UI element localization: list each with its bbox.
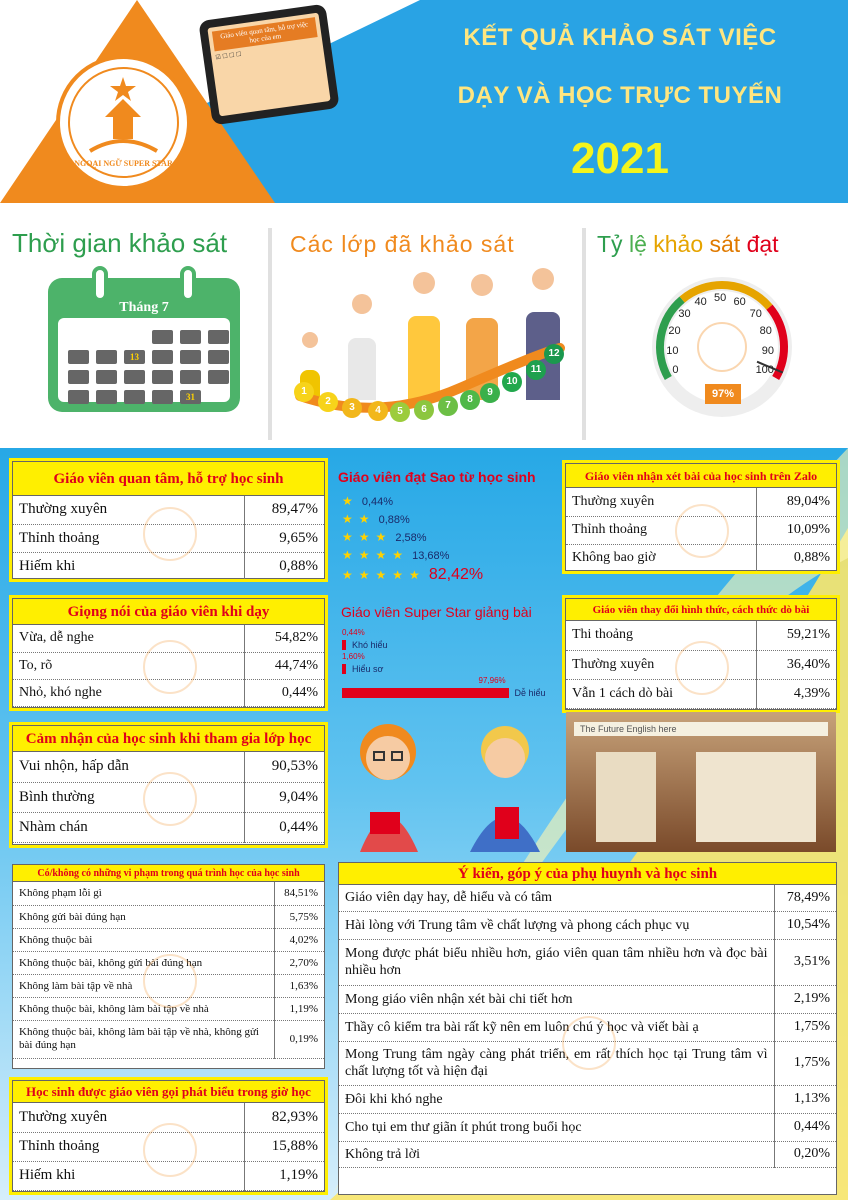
row-label: Thỉnh thoảng	[13, 1132, 244, 1161]
card-title: Cảm nhận của học sinh khi tham gia lớp học	[13, 726, 324, 752]
tablet-illustration	[198, 4, 339, 126]
calendar-day	[180, 370, 201, 384]
table-row	[339, 1085, 836, 1113]
row-value: 0,44%	[774, 1113, 836, 1141]
grade-step: 7	[438, 396, 458, 416]
grade-step: 3	[342, 398, 362, 418]
row-value: 1,63%	[274, 974, 324, 997]
column-divider	[582, 228, 586, 440]
completion-gauge	[648, 273, 796, 421]
row-value: 1,19%	[274, 997, 324, 1020]
row-value: 10,54%	[774, 911, 836, 939]
table-row	[13, 652, 324, 679]
building-sign: The Future English here	[574, 722, 828, 736]
card-teacher-support	[12, 461, 325, 579]
grade-step: 9	[480, 383, 500, 403]
row-label: Không làm bài tập về nhà	[13, 974, 274, 997]
table-row	[13, 882, 324, 905]
star-rating-row	[342, 494, 393, 508]
row-label: Không trả lời	[339, 1141, 774, 1167]
card-title: Giáo viên thay đổi hình thức, cách thức dò bài	[566, 599, 836, 621]
star-rating-value: 2,58%	[395, 532, 427, 544]
row-label: Mong Trung tâm ngày càng phát triển, em rất thích học tại Trung tâm vì chất lượng tốt và hiện đại	[339, 1041, 774, 1085]
gauge-tick-label: 100	[755, 364, 774, 376]
row-value: 89,04%	[756, 488, 836, 516]
building-wall	[596, 752, 656, 842]
calendar-day	[180, 330, 201, 344]
grade-step: 1	[294, 382, 314, 402]
calendar-day	[124, 390, 145, 404]
card-table	[13, 625, 324, 707]
row-value: 15,88%	[244, 1132, 324, 1161]
card-parent-feedback	[338, 862, 837, 1195]
card-title: Có/không có những vi phạm trong quá trình học của học sinh	[13, 865, 324, 882]
row-label: Vẫn 1 cách dò bài	[566, 679, 756, 708]
row-value: 2,19%	[774, 985, 836, 1013]
table-row	[13, 552, 324, 580]
row-label: Không thuộc bài	[13, 928, 274, 951]
card-table	[566, 488, 836, 573]
calendar-day	[68, 390, 89, 404]
card-title: Học sinh được giáo viên gọi phát biểu trong giờ học	[13, 1081, 324, 1103]
gauge-tick-label: 0	[672, 364, 679, 376]
calendar-day	[96, 370, 117, 384]
row-value: 89,47%	[244, 496, 324, 524]
row-value: 44,74%	[244, 652, 324, 679]
row-value: 0,19%	[274, 1020, 324, 1058]
row-label: Bình thường	[13, 782, 244, 812]
card-called-on	[12, 1080, 325, 1192]
star-icon: ★★★	[342, 530, 393, 544]
time-title: Thời gian khảo sát	[12, 228, 228, 258]
row-label: Thường xuyên	[13, 1103, 244, 1132]
calendar-day	[68, 370, 89, 384]
calendar-day	[152, 350, 173, 364]
card-violations	[12, 864, 325, 1069]
table-row	[13, 524, 324, 552]
rate-title-part: sát	[709, 231, 747, 257]
row-label: Hài lòng với Trung tâm về chất lượng và phong cách phục vụ	[339, 911, 774, 939]
row-value: 3,51%	[774, 939, 836, 985]
teaching-bar	[342, 664, 346, 674]
gauge-tick-label: 20	[668, 325, 681, 338]
card-zalo-feedback	[565, 463, 837, 571]
star-rating-value: 82,42%	[428, 566, 484, 583]
rate-title-part: Tỷ	[597, 231, 629, 257]
star-rating-row	[342, 566, 483, 584]
calendar-grid	[68, 330, 229, 404]
grade-step: 5	[390, 402, 410, 422]
table-row	[13, 752, 324, 782]
table-row	[339, 1113, 836, 1141]
row-label: Đôi khi khó nghe	[339, 1085, 774, 1113]
calendar-day	[152, 390, 173, 404]
row-label: Thỉnh thoảng	[566, 516, 756, 544]
table-row	[13, 496, 324, 524]
star-rating-value: 13,68%	[412, 550, 450, 562]
row-value: 5,75%	[274, 905, 324, 928]
table-row	[13, 1020, 324, 1058]
card-teacher-voice	[12, 598, 325, 708]
gauge-tick-label: 50	[714, 292, 727, 304]
calendar-day	[152, 330, 173, 344]
classes-title: Các lớp đã khảo sát	[290, 231, 515, 257]
row-label: Cho tụi em thư giãn ít phút trong buổi học	[339, 1113, 774, 1141]
row-label: Thường xuyên	[566, 488, 756, 516]
row-value: 9,04%	[244, 782, 324, 812]
grade-step: 2	[318, 392, 338, 412]
row-label: Không phạm lỗi gì	[13, 882, 274, 905]
logo	[56, 55, 191, 190]
calendar-ring	[92, 266, 108, 302]
star-icon: ★	[342, 494, 359, 508]
table-row	[566, 679, 836, 708]
row-value: 36,40%	[756, 650, 836, 679]
table-row	[13, 1161, 324, 1190]
table-row	[339, 1013, 836, 1041]
row-value: 4,02%	[274, 928, 324, 951]
table-row	[566, 621, 836, 650]
header-banner	[0, 0, 848, 203]
table-row	[13, 951, 324, 974]
logo-text: NGOẠI NGỮ SUPER STAR	[74, 159, 173, 168]
teaching-bar	[342, 688, 509, 698]
teachers-illustration	[340, 712, 560, 852]
card-checking-methods	[565, 598, 837, 710]
gauge-tick-label: 80	[759, 325, 772, 338]
row-value: 59,21%	[756, 621, 836, 650]
gauge-value: 97%	[705, 384, 741, 404]
column-divider	[268, 228, 272, 440]
grade-step: 12	[544, 344, 564, 364]
grade-step: 6	[414, 400, 434, 420]
row-value: 54,82%	[244, 625, 324, 652]
building-wall	[696, 752, 816, 842]
row-label: Mong được phát biểu nhiều hơn, giáo viên quan tâm nhiều hơn và đọc bài nhiều hơn	[339, 939, 774, 985]
row-value: 1,75%	[774, 1041, 836, 1085]
table-row	[566, 516, 836, 544]
row-value: 84,51%	[274, 882, 324, 905]
bar-value-label: 1,60%	[342, 652, 365, 661]
row-value: 0,20%	[774, 1141, 836, 1167]
calendar-day	[96, 390, 117, 404]
bar-category-label: Dễ hiểu	[514, 688, 546, 698]
table-row	[13, 625, 324, 652]
row-label: Không gửi bài đúng hạn	[13, 905, 274, 928]
calendar-day	[208, 350, 229, 364]
table-row	[13, 679, 324, 706]
star-rating-title: Giáo viên đạt Sao từ học sinh	[338, 469, 536, 485]
row-label: Vui nhộn, hấp dẫn	[13, 752, 244, 782]
gauge-tick-label: 90	[761, 345, 774, 358]
survey-info-section	[0, 203, 848, 448]
card-title: Giáo viên nhận xét bài của học sinh trên Zalo	[566, 464, 836, 488]
card-table	[13, 752, 324, 843]
rate-title	[597, 231, 779, 258]
grade-step: 11	[526, 360, 546, 380]
grade-step: 4	[368, 401, 388, 421]
calendar-day	[96, 350, 117, 364]
row-value: 82,93%	[244, 1103, 324, 1132]
table-row	[13, 928, 324, 951]
card-table	[13, 882, 324, 1059]
calendar-day	[208, 370, 229, 384]
row-value: 4,39%	[756, 679, 836, 708]
title-line-2: DẠY VÀ HỌC TRỰC TUYẾN	[457, 82, 783, 109]
row-value: 0,44%	[244, 812, 324, 842]
star-rating-row	[342, 530, 427, 544]
table-row	[13, 1132, 324, 1161]
row-label: Hiếm khi	[13, 552, 244, 580]
gauge-tick-label: 10	[666, 345, 679, 358]
row-label: Vừa, dễ nghe	[13, 625, 244, 652]
star-rating-row	[342, 548, 449, 562]
table-row	[339, 885, 836, 911]
calendar-day-end: 31	[180, 390, 201, 404]
row-label: Giáo viên dạy hay, dễ hiểu và có tâm	[339, 885, 774, 911]
school-building-photo	[566, 712, 836, 852]
row-label: Không bao giờ	[566, 544, 756, 572]
row-value: 0,88%	[244, 552, 324, 580]
row-label: Không thuộc bài, không làm bài tập về nhà, không gửi bài đúng hạn	[13, 1020, 274, 1058]
row-label: Hiếm khi	[13, 1161, 244, 1190]
table-row	[13, 997, 324, 1020]
table-row	[13, 974, 324, 997]
row-value: 0,44%	[244, 679, 324, 706]
row-label: Thỉnh thoảng	[13, 524, 244, 552]
card-title: Giáo viên quan tâm, hỗ trợ học sinh	[13, 462, 324, 496]
star-rating-value: 0,44%	[361, 496, 394, 508]
star-icon: ★★	[342, 512, 376, 526]
gauge-tick-label: 40	[694, 296, 707, 309]
table-row	[566, 650, 836, 679]
star-icon: ★★★★★	[342, 568, 426, 582]
calendar-icon	[48, 278, 240, 412]
grade-step: 10	[502, 372, 522, 392]
title-year: 2021	[571, 134, 669, 183]
teaching-title: Giáo viên Super Star giảng bài	[341, 604, 532, 620]
table-row	[13, 812, 324, 842]
teaching-bar	[342, 640, 346, 650]
card-table	[13, 496, 324, 581]
gauge-tick-label: 70	[749, 307, 762, 320]
row-label: Mong giáo viên nhận xét bài chi tiết hơn	[339, 985, 774, 1013]
calendar-day	[208, 330, 229, 344]
row-label: Thường xuyên	[566, 650, 756, 679]
star-rating-row	[342, 512, 410, 526]
row-value: 78,49%	[774, 885, 836, 911]
table-row	[339, 939, 836, 985]
row-label: Không thuộc bài, không gửi bài đúng hạn	[13, 951, 274, 974]
card-title: Ý kiến, góp ý của phụ huynh và học sinh	[339, 863, 836, 885]
bar-category-label: Hiểu sơ	[352, 664, 384, 674]
table-row	[339, 911, 836, 939]
table-row	[566, 544, 836, 572]
rate-title-part: khảo	[653, 231, 710, 257]
table-row	[339, 985, 836, 1013]
table-row	[339, 1141, 836, 1167]
row-label: Thường xuyên	[13, 496, 244, 524]
gauge-tick-label: 30	[678, 307, 691, 320]
card-table	[13, 1103, 324, 1191]
row-value: 10,09%	[756, 516, 836, 544]
students-growth-illustration	[290, 268, 580, 428]
rate-title-part: lệ	[628, 231, 654, 257]
star-icon: ★★★★	[342, 548, 410, 562]
table-row	[339, 1041, 836, 1085]
row-label: Không thuộc bài, không làm bài tập về nhà	[13, 997, 274, 1020]
table-row	[13, 1103, 324, 1132]
table-row	[566, 488, 836, 516]
bar-category-label: Khó hiểu	[352, 640, 388, 650]
card-title: Giọng nói của giáo viên khi dạy	[13, 599, 324, 625]
row-value: 90,53%	[244, 752, 324, 782]
row-value: 1,75%	[774, 1013, 836, 1041]
row-value: 1,13%	[774, 1085, 836, 1113]
title-line-1: KẾT QUẢ KHẢO SÁT VIỆC	[463, 24, 777, 51]
tablet-question: Giáo viên quan tâm, hỗ trợ việc học của em	[212, 17, 318, 51]
bar-value-label: 97,96%	[478, 676, 506, 685]
calendar-day	[124, 370, 145, 384]
rate-title-part: đạt	[746, 231, 779, 257]
calendar-day-start: 13	[124, 350, 145, 364]
calendar-day	[180, 350, 201, 364]
row-label: Thi thoảng	[566, 621, 756, 650]
row-label: Thầy cô kiểm tra bài rất kỹ nên em luôn chú ý học và viết bài ạ	[339, 1013, 774, 1041]
row-label: Nhàm chán	[13, 812, 244, 842]
calendar-day	[152, 370, 173, 384]
card-table	[566, 621, 836, 709]
card-table	[339, 885, 836, 1168]
row-label: To, rõ	[13, 652, 244, 679]
card-student-feeling	[12, 725, 325, 845]
star-rating-value: 0,88%	[378, 514, 410, 526]
calendar-month: Tháng 7	[119, 300, 169, 315]
gauge-tick-label: 60	[733, 296, 746, 309]
row-value: 0,88%	[756, 544, 836, 572]
row-value: 2,70%	[274, 951, 324, 974]
bar-value-label: 0,44%	[342, 628, 365, 637]
calendar-ring	[180, 266, 196, 302]
grade-step: 8	[460, 390, 480, 410]
row-label: Nhỏ, khó nghe	[13, 679, 244, 706]
row-value: 1,19%	[244, 1161, 324, 1190]
calendar-day	[68, 350, 89, 364]
tablet-options-icon: ☑ ☐ ☐ ☐	[215, 51, 242, 62]
table-row	[13, 782, 324, 812]
row-value: 9,65%	[244, 524, 324, 552]
table-row	[13, 905, 324, 928]
